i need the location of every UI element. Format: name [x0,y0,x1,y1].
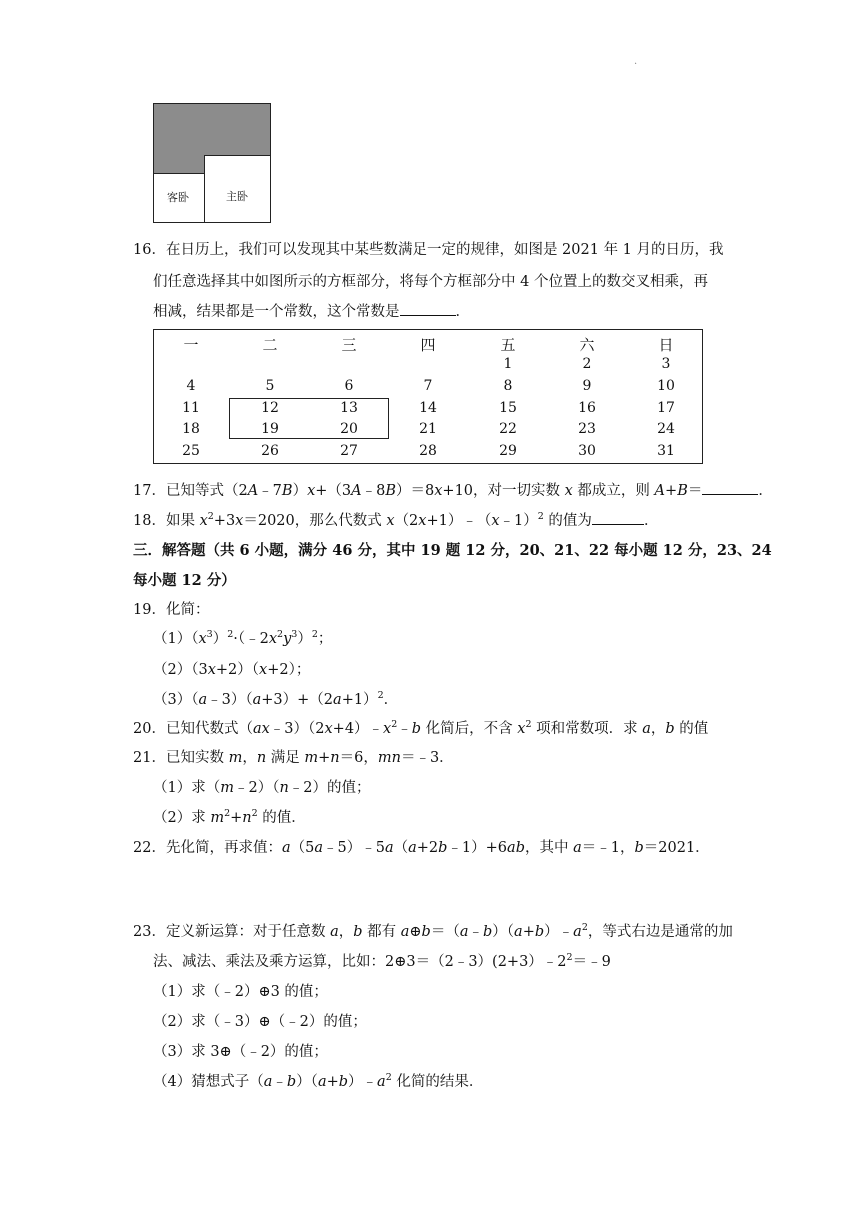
math-variable: m [210,810,225,826]
text-run: ＝6， [339,750,378,766]
text-run: + [318,750,331,766]
math-variable: a [642,721,651,737]
calendar-header: 五 [500,336,516,354]
math-variable: x [198,631,207,647]
text-run: ﹣2）的值； [288,780,371,796]
calendar-day: 10 [657,378,675,394]
math-variable: mn [377,750,401,766]
text-run: ⊕ [409,924,422,940]
calendar-day: 21 [419,421,437,437]
math-variable: a [198,692,208,708]
master-bedroom [204,155,270,222]
calendar-day: 20 [340,421,358,437]
math-variable: a [384,840,394,856]
q19-part2 [153,658,310,679]
math-variable: b [286,1074,297,1090]
text-run: ﹣3）（2 [269,721,325,737]
text-run: （3）（ [153,692,199,708]
calendar-day: 19 [261,421,279,437]
text-run: + [230,810,243,826]
text-run: ， [338,924,354,940]
text-run: ） [212,631,228,647]
text-run: 化简的结果． [391,1074,484,1090]
text-run: +3）+（2 [261,692,334,708]
math-variable: a [400,924,410,940]
text-run: ， [650,721,666,737]
text-run: ． [383,692,399,708]
q19-part1 [153,627,332,648]
calendar-day: 8 [503,378,513,394]
text-run: ＝2021． [643,840,710,856]
text-run: ﹣3）（ [207,692,253,708]
calendar-day: 22 [499,421,517,437]
calendar-day: 30 [578,443,596,459]
text-run: ，等式右边是通常的加 [587,924,733,940]
calendar-day: 1 [503,356,513,372]
text-run: ﹣ [272,1074,287,1090]
text-run: （2）求 [153,810,211,826]
math-variable: n [242,810,252,826]
math-variable: x [259,662,268,678]
calendar-day: 3 [661,356,671,372]
calendar-day: 18 [182,421,200,437]
calendar-day: 23 [578,421,596,437]
guest-room-label: 客卧 [167,191,189,204]
text-run: + [326,1074,339,1090]
math-variable: a [514,924,523,940]
superscript: 3 [206,629,213,641]
calendar-day: 12 [261,400,279,416]
text-run: ＝﹣9 [572,954,611,970]
text-run: 的值． [257,810,306,826]
text-run: （ [393,840,409,856]
text-run: 都有 [362,924,401,940]
superscript: 2 [227,629,234,641]
math-variable: x [324,721,333,737]
calendar-day: 4 [186,378,196,394]
q19-head: 19．化简： [133,602,210,618]
math-variable: a [408,840,417,856]
calendar-day: 6 [344,378,354,394]
q23-part2: （2）求（﹣3）⊕（﹣2）的值； [153,1014,367,1030]
math-variable: a [263,1074,273,1090]
math-variable: a [333,692,342,708]
text-run: + [522,924,535,940]
calendar-header: 日 [658,336,674,354]
text-run: ＝（ [430,924,460,940]
superscript: 2 [581,922,588,934]
math-variable: y [283,631,292,647]
superscript: 2 [224,808,231,820]
text-run: ）﹣ [544,924,574,940]
math-variable: x [517,721,526,737]
math-variable: b [421,924,431,940]
master-room-label: 主卧 [226,190,248,203]
text-run: 20．已知代数式（ [133,721,253,737]
text-run: +1） [341,692,378,708]
math-variable: m [228,750,243,766]
calendar-day: 11 [182,400,200,416]
q21-part1 [153,776,371,797]
text-run: +4）﹣ [332,721,384,737]
math-variable: a [252,692,262,708]
math-variable: a [281,840,291,856]
q18: 18．如果 $x^2+3x=2020$，那么代数式 x（2x+1）﹣（x﹣1）$^2$ 的值为 ． [133,511,659,529]
text-run: +2 [416,840,439,856]
superscript: 2 [385,1072,392,1084]
calendar-header: 一 [183,336,199,354]
calendar-day: 9 [582,378,592,394]
text-run: 法、减法、乘法及乘方运算，比如：2⊕3＝（2﹣3）(2+3）﹣2 [153,954,567,970]
answer-blank [592,510,644,525]
text-run: 21．已知实数 [133,750,229,766]
q22 [133,836,710,857]
math-variable: b [438,840,448,856]
calendar-day: 15 [499,400,517,416]
q16-line3: 相减，结果都是一个常数，这个常数是 ． [153,300,470,321]
text-run: ）（ [492,924,515,940]
calendar-header: 六 [579,336,595,354]
text-run: ﹣ [397,721,412,737]
math-variable: x [207,662,216,678]
text-run: ﹣1）+6 [447,840,508,856]
math-variable: a [573,924,582,940]
q23-line2 [153,950,611,971]
calendar-day: 7 [423,378,433,394]
math-variable: n [279,780,289,796]
calendar-day: 13 [340,400,358,416]
text-run: 的值 [674,721,709,737]
calendar-table [153,329,703,464]
calendar-day: 31 [657,443,675,459]
math-variable: b [534,924,545,940]
floor-plan-figure [153,103,271,223]
q23-line1 [133,920,733,941]
math-variable: a [573,840,582,856]
text-run: ﹣2）（ [233,780,280,796]
section3-heading-line2: 每小题 12 分） [133,572,236,589]
math-variable: a [377,1074,386,1090]
text-run: （2）（3 [153,662,208,678]
math-variable: a [314,840,323,856]
text-run: ） [297,631,312,647]
calendar-day: 26 [261,443,279,459]
guest-bedroom [154,173,204,222]
text-run: ， [242,750,257,766]
text-run: ，其中 [524,840,574,856]
text-run: 满足 [266,750,305,766]
calendar-header: 四 [420,336,436,354]
answer-blank [702,480,758,495]
superscript: 2 [277,629,284,641]
text-run: ）（ [296,1074,318,1090]
math-variable: x [268,631,278,647]
superscript: 3 [291,629,298,641]
math-variable: b [634,840,644,856]
superscript: 2 [566,952,573,964]
calendar-day: 2 [582,356,592,372]
math-variable: x [383,721,392,737]
page-mark: . [634,56,638,67]
text-run: （4）猜想式子（ [153,1074,264,1090]
text-run: ＝﹣3． [400,750,454,766]
calendar-day: 28 [419,443,437,459]
q16-line1: 16．在日历上，我们可以发现其中某些数满足一定的规律，如图是 2021 年 1 月的日历，我 [133,242,724,258]
calendar-day: 27 [340,443,358,459]
math-variable: m [220,780,234,796]
text-run: 23．定义新运算：对于任意数 [133,924,331,940]
superscript: 2 [391,719,398,731]
calendar-day: 24 [657,421,675,437]
calendar-day: 17 [657,400,675,416]
q23-part4 [153,1070,483,1091]
superscript: 2 [251,808,258,820]
text-run: 22．先化简，再求值： [133,840,282,856]
math-variable: a [317,1074,327,1090]
math-variable: m [304,750,319,766]
calendar-day: 25 [182,443,200,459]
text-run: （1）（ [153,631,199,647]
q17: 17．已知等式（2A﹣7B）x+（3A﹣8B）＝8x+10，对一切实数 x 都成立，则 A+B＝ ． [133,479,773,500]
text-run: ﹣ [468,924,483,940]
math-variable: a [459,924,469,940]
q21-part2 [153,806,306,827]
calendar-day: 29 [499,443,517,459]
math-variable: n [256,750,267,766]
math-variable: b [665,721,675,737]
superscript: 2 [311,629,318,641]
text-run: （1）求（ [153,780,221,796]
superscript: 2 [525,719,532,731]
text-run: 项和常数项．求 [531,721,643,737]
q20 [133,717,708,738]
q21-head [133,746,454,767]
answer-blank [400,301,456,316]
math-variable: b [411,721,422,737]
text-run: ·（﹣2 [233,631,269,647]
math-variable: ax [252,721,270,737]
calendar-day: 5 [265,378,275,394]
math-variable: a [330,924,339,940]
math-variable: b [353,924,363,940]
text-run: +2）（ [215,662,260,678]
text-run: +2）； [267,662,311,678]
q16-line2: 们任意选择其中如图所示的方框部分，将每个方框部分中 4 个位置上的数交叉相乘，再 [153,274,708,290]
superscript: 2 [377,690,384,702]
text-run: ； [317,631,333,647]
math-variable: b [483,924,493,940]
math-variable: b [338,1074,349,1090]
text-run: （5 [290,840,315,856]
q23-part3: （3）求 3⊕（﹣2）的值； [153,1044,328,1060]
calendar-header: 三 [341,336,357,354]
math-variable: ab [507,840,525,856]
q23-part1: （1）求（﹣2）⊕3 的值； [153,984,328,1000]
math-variable: n [330,750,340,766]
text-run: ﹣5）﹣5 [323,840,385,856]
text-run: ＝﹣1， [581,840,635,856]
calendar-day: 14 [419,400,437,416]
calendar-header: 二 [262,336,278,354]
q19-part3 [153,688,398,709]
text-run: ）﹣ [348,1074,378,1090]
section3-heading-line1: 三．解答题（共 6 小题，满分 46 分，其中 19 题 12 分，20、21、22 每小题 12 分，23、24 [133,542,772,559]
calendar-day: 16 [578,400,596,416]
text-run: 化简后，不含 [421,721,518,737]
